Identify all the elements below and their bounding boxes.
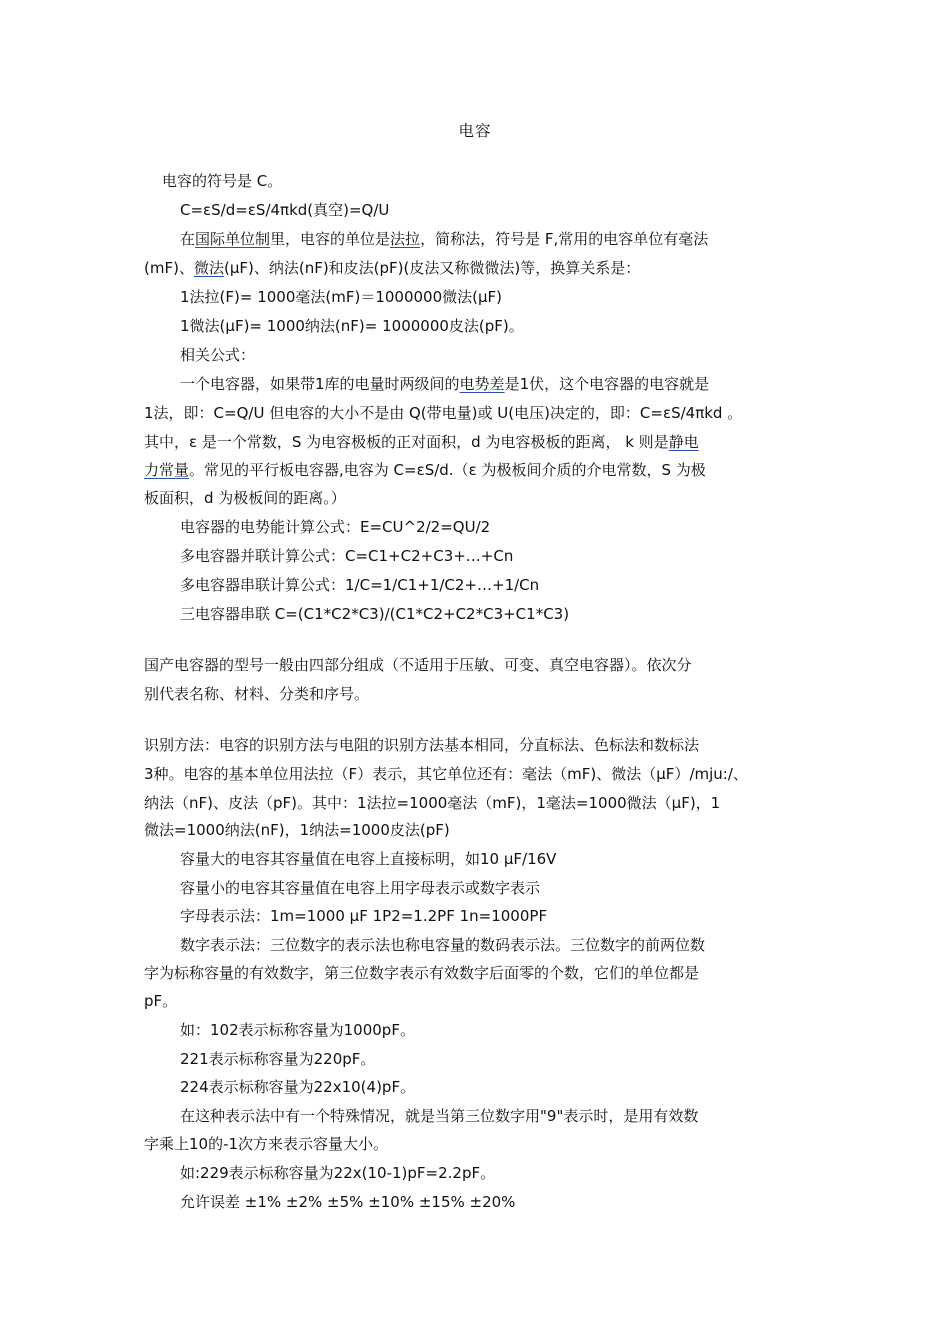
paragraph-line: 1微法(μF)= 1000纳法(nF)= 1000000皮法(pF)。 [180, 317, 524, 335]
text: 里，电容的单位是 [270, 230, 391, 248]
formula-line: 多电容器并联计算公式：C=C1+C2+C3+…+Cn [180, 547, 514, 565]
paragraph-line: 允许误差 ±1% ±2% ±5% ±10% ±15% ±20% [180, 1193, 516, 1211]
paragraph-line: 1法，即：C=Q/U 但电容的大小不是由 Q(带电量)或 U(电压)决定的，即：C=εS/4πkd 。 [144, 404, 743, 422]
formula-line: C=εS/d=εS/4πkd(真空)=Q/U [180, 201, 390, 219]
link-potential-difference[interactable]: 电势差 [459, 375, 505, 393]
paragraph-line: 电容的符号是 C。 [162, 172, 283, 190]
paragraph-line: 如：102表示标称容量为1000pF。 [180, 1021, 415, 1039]
text: 。常见的平行板电容器,电容为 C=εS/d.（ε 为极板间介质的介电常数，S 为极 [189, 461, 706, 479]
paragraph-line: pF。 [144, 992, 178, 1010]
text: 其中，ε 是一个常数，S 为电容极板的正对面积，d 为电容极板的距离， k 则是 [144, 433, 669, 451]
document-title: 电容 [458, 122, 492, 140]
text: (μF)、纳法(nF)和皮法(pF)(皮法又称微微法)等，换算关系是： [223, 259, 641, 277]
paragraph-line [180, 374, 709, 394]
paragraph-line: 板面积，d 为极板间的距离。） [144, 489, 346, 507]
link-electrostatic-constant-cont[interactable]: 力常量 [144, 461, 190, 479]
paragraph-line: 微法=1000纳法(nF)，1纳法=1000皮法(pF) [144, 821, 450, 839]
paragraph-line [144, 460, 706, 480]
paragraph-line: 识别方法：电容的识别方法与电阻的识别方法基本相同，分直标法、色标法和数标法 [144, 736, 700, 754]
paragraph-line [144, 258, 640, 278]
paragraph-line: 如:229表示标称容量为22x(10-1)pF=2.2pF。 [180, 1164, 496, 1182]
paragraph-line [144, 432, 699, 452]
text: ，简称法，符号是 F,常用的电容单位有毫法 [420, 230, 709, 248]
paragraph-line: 国产电容器的型号一般由四部分组成（不适用于压敏、可变、真空电容器）。依次分 [144, 656, 692, 674]
paragraph-line: 字为标称容量的有效数字，第三位数字表示有效数字后面零的个数，它们的单位都是 [144, 964, 700, 982]
paragraph-line: 字乘上10的-1次方来表示容量大小。 [144, 1135, 389, 1153]
paragraph-line: 1法拉(F)= 1000毫法(mF)＝1000000微法(μF) [180, 288, 503, 306]
text: 一个电容器，如果带1库的电量时两级间的 [180, 375, 460, 393]
formula-line: 三电容器串联 C=(C1*C2*C3)/(C1*C2+C2*C3+C1*C3) [180, 605, 570, 623]
paragraph-line: 相关公式： [180, 346, 256, 364]
paragraph-line: 容量大的电容其容量值在电容上直接标明，如10 μF/16V [180, 850, 557, 868]
paragraph-line: 224表示标称容量为22x10(4)pF。 [180, 1078, 416, 1096]
link-farad[interactable]: 法拉 [390, 230, 421, 248]
link-electrostatic-constant[interactable]: 静电 [668, 433, 699, 451]
paragraph-line: 字母表示法：1m=1000 μF 1P2=1.2PF 1n=1000PF [180, 907, 548, 925]
formula-line: 电容器的电势能计算公式：E=CU^2/2=QU/2 [180, 518, 491, 536]
paragraph-line: 纳法（nF)、皮法（pF)。其中：1法拉=1000毫法（mF)，1毫法=1000微法（μF)，1 [144, 794, 721, 812]
link-si-units[interactable]: 国际单位制 [195, 230, 271, 248]
link-microfarad[interactable]: 微法 [193, 259, 224, 277]
paragraph-line: 在这种表示法中有一个特殊情况，就是当第三位数字用"9"表示时，是用有效数 [180, 1107, 699, 1125]
paragraph-line [180, 229, 708, 249]
paragraph-line: 数字表示法：三位数字的表示法也称电容量的数码表示法。三位数字的前两位数 [180, 936, 706, 954]
text: (mF)、 [144, 259, 194, 277]
text: 在 [180, 230, 196, 248]
paragraph-line: 容量小的电容其容量值在电容上用字母表示或数字表示 [180, 879, 541, 897]
paragraph-line: 3种。电容的基本单位用法拉（F）表示，其它单位还有：毫法（mF)、微法（μF）/mju:/、 [144, 765, 748, 783]
paragraph-line: 221表示标称容量为220pF。 [180, 1050, 376, 1068]
paragraph-line: 别代表名称、材料、分类和序号。 [144, 685, 370, 703]
formula-line: 多电容器串联计算公式：1/C=1/C1+1/C2+…+1/Cn [180, 576, 540, 594]
text: 是1伏，这个电容器的电容就是 [504, 375, 710, 393]
